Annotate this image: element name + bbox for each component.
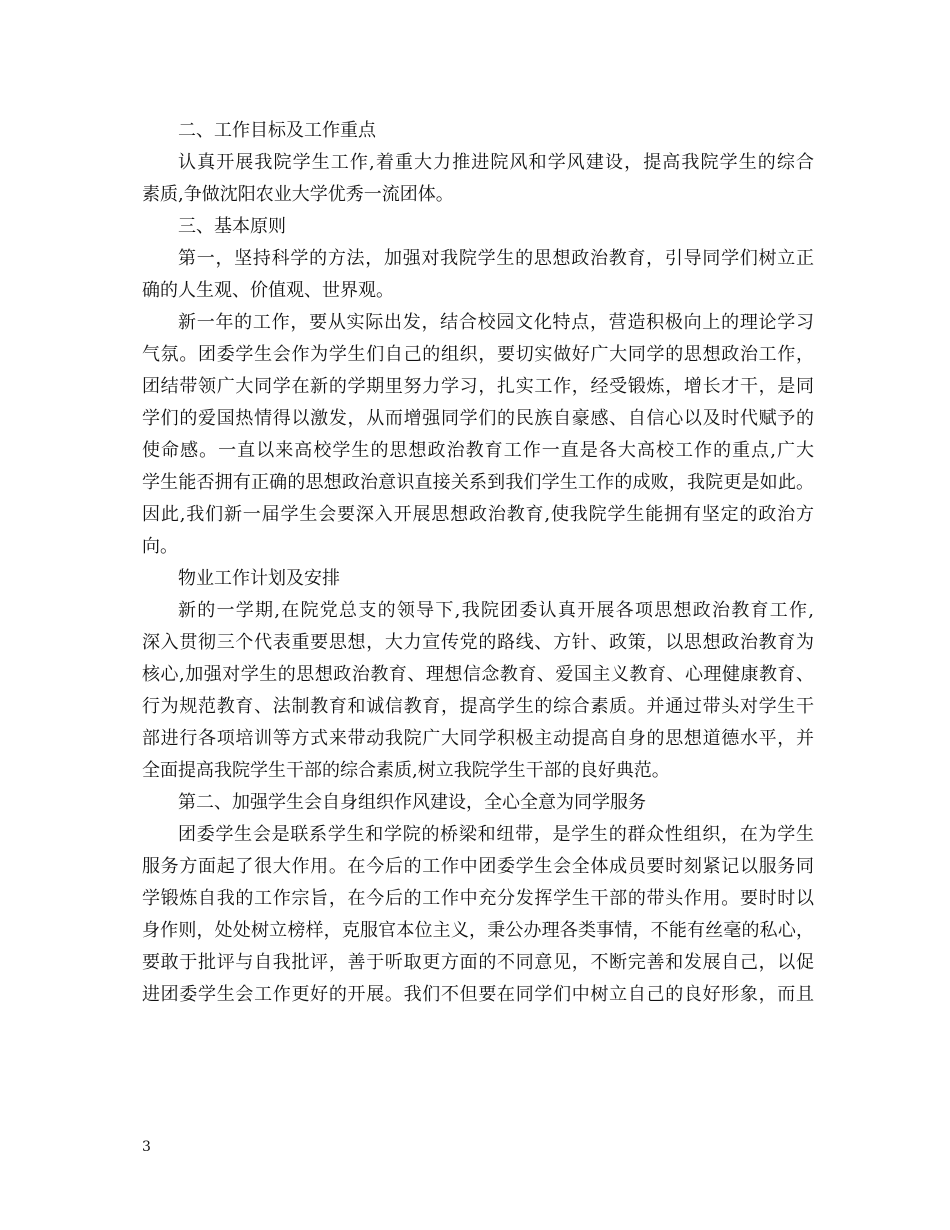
text-line: 深入贯彻三个代表重要思想，大力宣传党的路线、方针、政策，以思想政治教育为 (142, 632, 814, 653)
text-line: 物业工作计划及安排 (178, 568, 340, 589)
text-line: 身作则，处处树立榜样，克服官本位主义，秉公办理各类事情，不能有丝毫的私心， (142, 920, 814, 941)
text-line: 第二、加强学生会自身组织作风建设，全心全意为同学服务 (178, 792, 646, 813)
text-line: 进团委学生会工作更好的开展。我们不但要在同学们中树立自己的良好形象，而且 (142, 984, 814, 1005)
text-line: 学生能否拥有正确的思想政治意识直接关系到我们学生工作的成败，我院更是如此。 (142, 472, 814, 493)
text-line: 第一，坚持科学的方法，加强对我院学生的思想政治教育，引导同学们树立正 (178, 248, 814, 269)
text-line: 新的一学期,在院党总支的领导下,我院团委认真开展各项思想政治教育工作, (178, 600, 814, 621)
text-line: 学锻炼自我的工作宗旨，在今后的工作中充分发挥学生干部的带头作用。要时时以 (142, 888, 814, 909)
text-line: 团结带领广大同学在新的学期里努力学习，扎实工作，经受锻炼，增长才干，是同 (142, 376, 814, 397)
text-line: 服务方面起了很大作用。在今后的工作中团委学生会全体成员要时刻紧记以服务同 (142, 856, 814, 877)
text-line: 全面提高我院学生干部的综合素质,树立我院学生干部的良好典范。 (142, 760, 670, 781)
text-line: 三、基本原则 (178, 216, 286, 237)
text-line: 部进行各项培训等方式来带动我院广大同学积极主动提高自身的思想道德水平，并 (142, 728, 814, 749)
text-line: 素质,争做沈阳农业大学优秀一流团体。 (142, 184, 454, 205)
text-line: 要敢于批评与自我批评，善于听取更方面的不同意见，不断完善和发展自己，以促 (142, 952, 814, 973)
text-line: 学们的爱国热情得以激发，从而增强同学们的民族自豪感、自信心以及时代赋予的 (142, 408, 814, 429)
text-line: 确的人生观、价值观、世界观。 (142, 280, 394, 301)
text-line: 行为规范教育、法制教育和诚信教育，提高学生的综合素质。并通过带头对学生干 (142, 696, 814, 717)
text-line: 因此,我们新一届学生会要深入开展思想政治教育,使我院学生能拥有坚定的政治方 (142, 504, 814, 525)
text-line: 二、工作目标及工作重点 (178, 120, 376, 141)
page-number: 3 (142, 1139, 151, 1155)
text-line: 向。 (142, 536, 178, 557)
text-line: 团委学生会是联系学生和学院的桥梁和纽带，是学生的群众性组织，在为学生 (178, 824, 814, 845)
text-line: 认真开展我院学生工作,着重大力推进院风和学风建设，提高我院学生的综合 (178, 152, 814, 173)
text-line: 使命感。一直以来高校学生的思想政治教育工作一直是各大高校工作的重点,广大 (142, 440, 814, 461)
text-line: 新一年的工作，要从实际出发，结合校园文化特点，营造积极向上的理论学习 (178, 312, 814, 333)
text-line: 核心,加强对学生的思想政治教育、理想信念教育、爱国主义教育、心理健康教育、 (142, 664, 814, 685)
body-text (142, 115, 814, 1011)
text-line: 气氛。团委学生会作为学生们自己的组织，要切实做好广大同学的思想政治工作， (142, 344, 814, 365)
